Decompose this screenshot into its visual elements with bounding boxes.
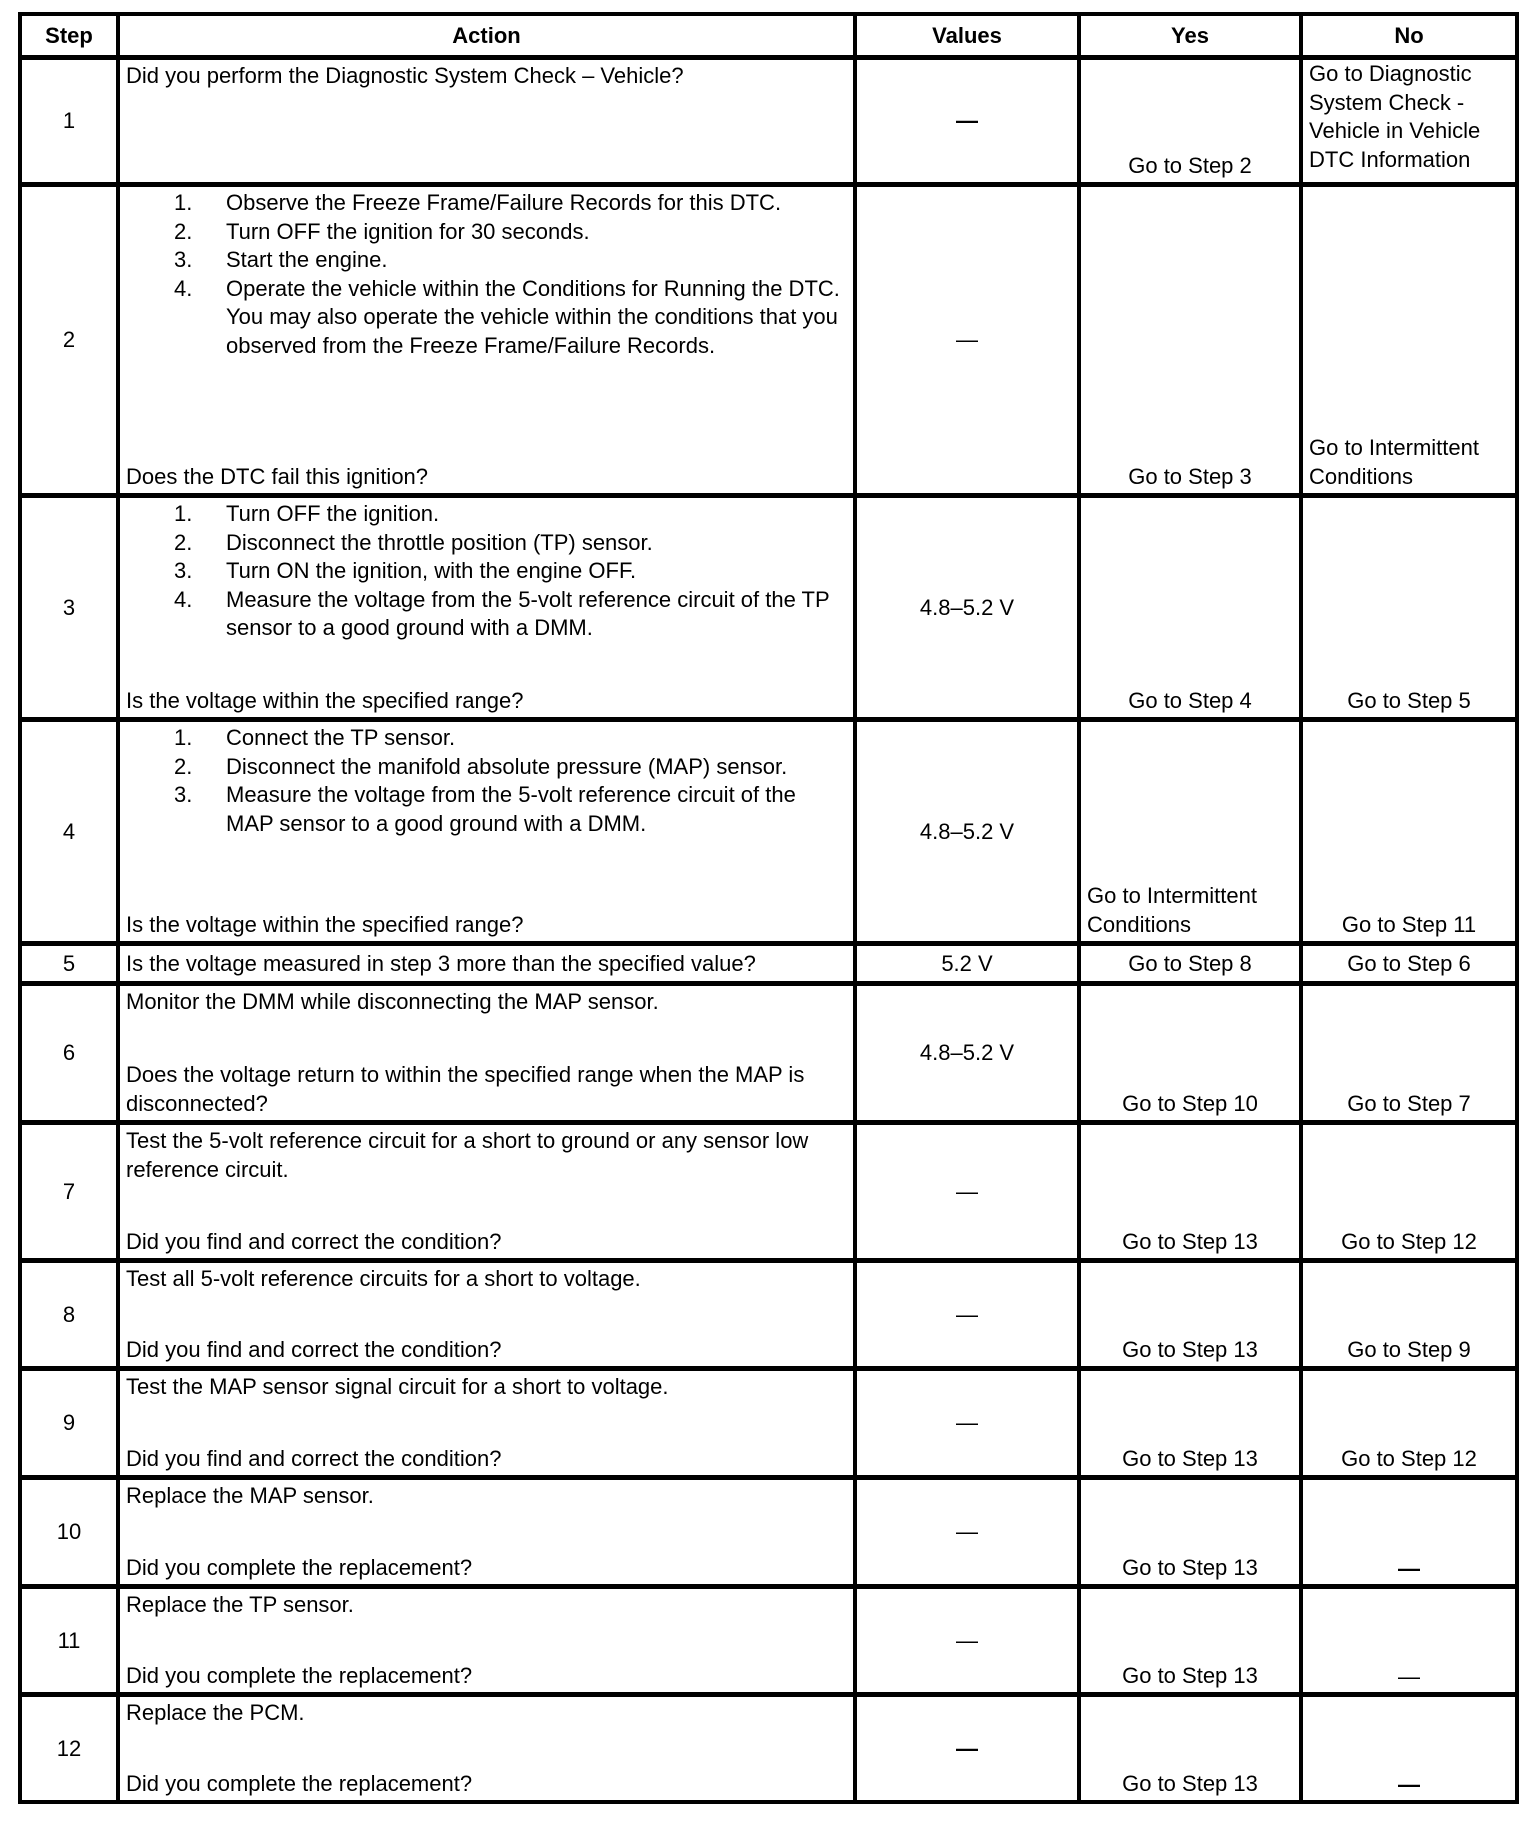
action-question: Did you find and correct the condition?	[126, 1445, 502, 1471]
action-question: Did you complete the replacement?	[126, 1770, 473, 1796]
step-item-text: Disconnect the throttle position (TP) sensor.	[226, 529, 653, 555]
action-question: Did you complete the replacement?	[126, 1554, 473, 1580]
no-link[interactable]: Go to Step 7	[1347, 1090, 1471, 1116]
step-item-number: 1.	[174, 501, 193, 526]
action-steps-list	[126, 500, 847, 643]
step-item-number: 3.	[174, 247, 193, 272]
yes-link[interactable]: Go to Step 13	[1122, 1336, 1258, 1362]
step-item-number: 1.	[174, 725, 193, 750]
no-cell	[1303, 1263, 1515, 1366]
yes-link[interactable]: Go to Step 13	[1122, 1228, 1258, 1254]
action-cell	[120, 60, 857, 182]
table-row	[22, 1258, 1515, 1366]
step-number: 11	[57, 1627, 81, 1653]
header-step: Step	[22, 16, 120, 55]
action-question: Did you find and correct the condition?	[126, 1336, 502, 1362]
step-item-number: 2.	[174, 753, 193, 779]
yes-cell	[1081, 986, 1303, 1120]
value-text: —	[956, 327, 978, 352]
values-cell	[857, 1480, 1081, 1584]
action-step-item	[126, 189, 847, 218]
step-item-number: 3.	[174, 782, 193, 807]
no-cell	[1303, 946, 1515, 981]
action-question: Is the voltage within the specified range?	[126, 687, 524, 713]
yes-link[interactable]: Go to Step 13	[1122, 1445, 1258, 1471]
step-number: 10	[56, 1519, 82, 1544]
action-intro: Replace the MAP sensor.	[126, 1483, 374, 1508]
step-cell	[22, 498, 120, 717]
action-intro: Replace the PCM.	[126, 1700, 305, 1725]
action-question: Is the voltage measured in step 3 more than the specified value?	[126, 950, 756, 976]
no-link[interactable]: Go to Step 12	[1341, 1228, 1477, 1254]
action-step-item	[126, 586, 847, 643]
action-question: Did you complete the replacement?	[126, 1662, 473, 1688]
step-item-text: Connect the TP sensor.	[226, 725, 456, 750]
step-number: 4	[62, 818, 76, 844]
action-cell	[120, 986, 857, 1120]
table-row	[22, 493, 1515, 717]
step-cell	[22, 1371, 120, 1475]
values-cell	[857, 187, 1081, 493]
table-row	[22, 1366, 1515, 1475]
step-item-text: Measure the voltage from the 5-volt reference circuit of the MAP sensor to a good ground with a DMM.	[226, 782, 796, 836]
no-link[interactable]: Go to Intermittent Conditions	[1309, 435, 1479, 489]
step-number: 9	[62, 1410, 76, 1435]
yes-link[interactable]: Go to Intermittent Conditions	[1087, 883, 1257, 937]
step-number: 5	[62, 950, 76, 976]
table-row	[22, 182, 1515, 493]
no-link[interactable]: Go to Step 11	[1341, 911, 1477, 937]
action-step-item	[126, 753, 847, 782]
step-number: 7	[62, 1178, 76, 1204]
values-cell	[857, 498, 1081, 717]
yes-cell	[1081, 498, 1303, 717]
action-intro: Replace the TP sensor.	[126, 1592, 354, 1617]
value-text: 5.2 V	[941, 950, 993, 976]
step-item-number: 3.	[174, 558, 193, 583]
action-step-item	[126, 275, 847, 361]
step-cell	[22, 1125, 120, 1258]
step-cell	[22, 1263, 120, 1366]
yes-link[interactable]: Go to Step 13	[1122, 1554, 1258, 1580]
table-row	[22, 717, 1515, 941]
action-question: Does the voltage return to within the specified range when the MAP is disconnected?	[126, 1062, 805, 1116]
step-cell	[22, 1480, 120, 1584]
step-item-number: 4.	[174, 275, 193, 301]
step-cell	[22, 986, 120, 1120]
step-cell	[22, 946, 120, 981]
table-row	[22, 981, 1515, 1120]
action-cell	[120, 1125, 857, 1258]
action-question: Does the DTC fail this ignition?	[126, 463, 429, 489]
values-cell	[857, 1589, 1081, 1692]
step-cell	[22, 722, 120, 941]
yes-link[interactable]: Go to Step 13	[1122, 1662, 1258, 1688]
step-item-text: Operate the vehicle within the Conditions for Running the DTC. You may also operate the vehicle within the conditions that you observed from the Freeze Frame/Failure Records.	[226, 275, 840, 358]
table-row	[22, 941, 1515, 981]
values-cell	[857, 722, 1081, 941]
action-intro: Did you perform the Diagnostic System Check – Vehicle?	[126, 63, 684, 88]
yes-cell	[1081, 1125, 1303, 1258]
step-item-text: Turn OFF the ignition.	[226, 501, 440, 526]
yes-cell	[1081, 1480, 1303, 1584]
table-row	[22, 1584, 1515, 1692]
yes-cell	[1081, 722, 1303, 941]
no-link[interactable]: Go to Step 9	[1347, 1336, 1471, 1362]
action-intro: Monitor the DMM while disconnecting the MAP sensor.	[126, 989, 659, 1014]
action-intro: Test the MAP sensor signal circuit for a short to voltage.	[126, 1374, 669, 1399]
action-cell	[120, 1697, 857, 1800]
action-steps-list	[126, 724, 847, 838]
no-cell	[1303, 1125, 1515, 1258]
action-cell	[120, 1371, 857, 1475]
yes-cell	[1081, 1589, 1303, 1692]
no-link[interactable]: Go to Step 5	[1347, 687, 1471, 713]
value-text: —	[956, 1627, 978, 1653]
yes-cell	[1081, 1263, 1303, 1366]
step-number: 6	[62, 1040, 76, 1065]
step-item-text: Start the engine.	[226, 247, 388, 272]
value-text: —	[956, 108, 978, 133]
no-link[interactable]: Go to Diagnostic System Check - Vehicle in Vehicle DTC Information	[1309, 61, 1481, 172]
action-step-item	[126, 781, 847, 838]
yes-link[interactable]: Go to Step 13	[1122, 1770, 1258, 1796]
yes-cell	[1081, 60, 1303, 182]
yes-cell	[1081, 946, 1303, 981]
no-value: —	[1398, 1772, 1420, 1797]
no-cell	[1303, 187, 1515, 493]
action-cell	[120, 187, 857, 493]
step-item-number: 2.	[174, 218, 193, 244]
step-number: 1	[62, 108, 76, 133]
yes-link[interactable]: Go to Step 8	[1128, 950, 1252, 976]
yes-link[interactable]: Go to Step 2	[1128, 152, 1252, 178]
value-text: —	[956, 1178, 978, 1204]
table-row	[22, 1692, 1515, 1800]
step-item-text: Disconnect the manifold absolute pressure (MAP) sensor.	[226, 753, 788, 779]
action-cell	[120, 946, 857, 981]
action-step-item	[126, 557, 847, 586]
no-cell	[1303, 1589, 1515, 1692]
header-no: No	[1394, 22, 1424, 48]
value-text: 4.8–5.2 V	[919, 1039, 1015, 1065]
step-cell	[22, 1697, 120, 1800]
no-cell	[1303, 60, 1515, 182]
action-cell	[120, 1263, 857, 1366]
action-step-item	[126, 724, 847, 753]
yes-link[interactable]: Go to Step 3	[1128, 463, 1252, 489]
no-cell	[1303, 986, 1515, 1120]
no-cell	[1303, 722, 1515, 941]
no-link[interactable]: Go to Step 12	[1341, 1445, 1477, 1471]
header-action: Action	[120, 16, 857, 55]
header-yes: Yes	[1081, 16, 1303, 55]
action-step-item	[126, 500, 847, 529]
values-cell	[857, 1371, 1081, 1475]
action-intro: Test all 5-volt reference circuits for a short to voltage.	[126, 1266, 641, 1291]
step-cell	[22, 60, 120, 182]
no-link[interactable]: Go to Step 6	[1347, 950, 1471, 976]
value-text: 4.8–5.2 V	[919, 594, 1015, 620]
table-row	[22, 1475, 1515, 1584]
value-text: —	[956, 1410, 978, 1435]
action-cell	[120, 498, 857, 717]
yes-link[interactable]: Go to Step 10	[1122, 1090, 1258, 1116]
table-header-row	[22, 16, 1515, 55]
header-values: Values	[857, 16, 1081, 55]
yes-link[interactable]: Go to Step 4	[1128, 687, 1252, 713]
yes-cell	[1081, 1697, 1303, 1800]
step-item-number: 1.	[174, 190, 193, 215]
action-step-item	[126, 529, 847, 558]
values-cell	[857, 60, 1081, 182]
action-question: Is the voltage within the specified range?	[126, 911, 524, 937]
table-row	[22, 55, 1515, 182]
value-text: —	[956, 1519, 978, 1544]
step-number: 2	[62, 327, 76, 352]
table-row	[22, 1120, 1515, 1258]
values-cell	[857, 1263, 1081, 1366]
yes-cell	[1081, 1371, 1303, 1475]
step-number: 8	[62, 1301, 76, 1327]
action-steps-list	[126, 189, 847, 360]
action-step-item	[126, 218, 847, 247]
step-item-text: Measure the voltage from the 5-volt reference circuit of the TP sensor to a good ground with a DMM.	[226, 586, 830, 640]
action-step-item	[126, 246, 847, 275]
action-cell	[120, 722, 857, 941]
no-cell	[1303, 1697, 1515, 1800]
no-cell	[1303, 1371, 1515, 1475]
step-number: 12	[56, 1735, 82, 1761]
values-cell	[857, 946, 1081, 981]
action-intro: Test the 5-volt reference circuit for a short to ground or any sensor low reference circuit.	[126, 1128, 809, 1182]
action-question: Did you find and correct the condition?	[126, 1228, 502, 1254]
step-item-number: 4.	[174, 586, 193, 612]
action-cell	[120, 1589, 857, 1692]
step-cell	[22, 187, 120, 493]
no-cell	[1303, 1480, 1515, 1584]
value-text: 4.8–5.2 V	[919, 818, 1015, 844]
step-item-text: Turn ON the ignition, with the engine OFF.	[226, 558, 637, 583]
no-value: —	[1398, 1556, 1420, 1581]
step-cell	[22, 1589, 120, 1692]
values-cell	[857, 1697, 1081, 1800]
action-cell	[120, 1480, 857, 1584]
step-item-text: Turn OFF the ignition for 30 seconds.	[226, 218, 590, 244]
values-cell	[857, 1125, 1081, 1258]
diagnostic-table	[18, 12, 1519, 1804]
values-cell	[857, 986, 1081, 1120]
yes-cell	[1081, 187, 1303, 493]
step-item-text: Observe the Freeze Frame/Failure Records for this DTC.	[226, 190, 782, 215]
step-number: 3	[62, 594, 76, 620]
step-item-number: 2.	[174, 529, 193, 555]
value-text: —	[956, 1735, 978, 1761]
value-text: —	[956, 1301, 978, 1327]
no-value: —	[1398, 1664, 1420, 1689]
no-cell	[1303, 498, 1515, 717]
